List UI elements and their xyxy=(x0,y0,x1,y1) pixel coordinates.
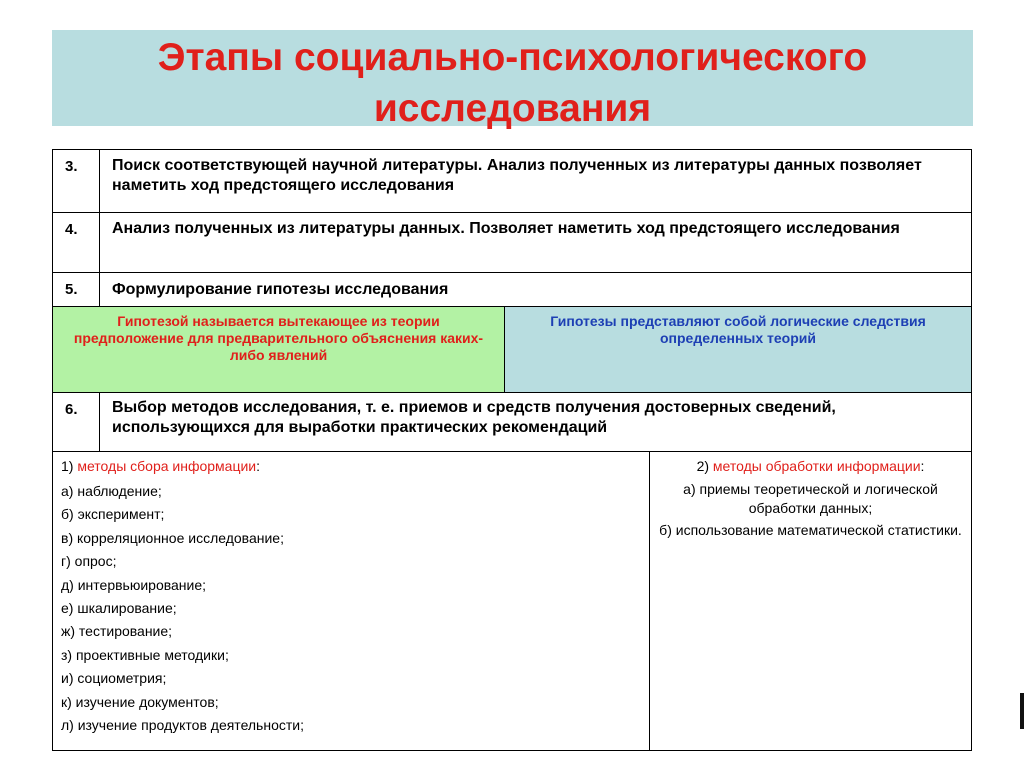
list-item: ж) тестирование; xyxy=(61,623,173,640)
hypothesis-definition: Гипотезой называется вытекающее из теории предположение для предварительного объяснения каких-либо явлений xyxy=(53,307,505,392)
slide-title-line-2: исследования xyxy=(373,87,652,130)
heading-suffix: : xyxy=(920,458,925,474)
list-item: д) интервьюирование; xyxy=(61,576,207,593)
stage-text: Выбор методов исследования, т. е. приемов и средств получения достоверных сведений, использующихся для выработки практических рекомендаций xyxy=(112,399,836,436)
stage-row-3 xyxy=(53,150,971,213)
collection-methods xyxy=(53,452,650,750)
stage-row-4 xyxy=(53,213,971,273)
slide-title-line-1: Этапы социально-психологического xyxy=(157,36,868,79)
stages-table xyxy=(52,149,972,751)
list-item: к) изучение документов; xyxy=(61,693,219,710)
stage-text: Формулирование гипотезы исследования xyxy=(112,281,449,298)
heading-label: методы обработки информации xyxy=(712,458,921,474)
list-item: г) опрос; xyxy=(61,553,117,570)
heading-label: методы сбора информации xyxy=(77,458,257,474)
processing-methods-heading xyxy=(658,457,963,476)
stage-number: 4. xyxy=(53,213,100,272)
heading-prefix: 1) xyxy=(61,458,78,474)
stage-row-6 xyxy=(53,393,971,452)
list-item: а) наблюдение; xyxy=(61,483,162,499)
list-item: и) социометрия; xyxy=(61,670,167,687)
methods-row xyxy=(53,452,971,750)
list-item: б) эксперимент; xyxy=(61,506,165,523)
list-item: л) изучение продуктов деятельности; xyxy=(61,717,304,734)
list-item: а) приемы теоретической и логической обработки данных; xyxy=(683,481,938,516)
stage-number: 3. xyxy=(53,150,100,212)
title-band xyxy=(52,30,973,130)
processing-methods xyxy=(650,452,971,750)
stage-text: Поиск соответствующей научной литературы. Анализ полученных из литературы данных позволяет наметить ход предстоящего исследования xyxy=(112,157,922,194)
heading-suffix: : xyxy=(256,458,261,474)
stage-number: 6. xyxy=(53,393,100,451)
stage-text: Анализ полученных из литературы данных. Позволяет наметить ход предстоящего исследования xyxy=(112,220,900,237)
hypothesis-consequences: Гипотезы представляют собой логические следствия определенных теорий xyxy=(505,307,971,392)
edge-marker xyxy=(1020,693,1024,729)
hypothesis-row xyxy=(53,307,971,393)
stage-row-5 xyxy=(53,273,971,307)
list-item: б) использование математической статистики. xyxy=(659,522,962,538)
collection-methods-heading xyxy=(61,457,649,476)
stage-number: 5. xyxy=(53,273,100,306)
list-item: в) корреляционное исследование; xyxy=(61,529,284,546)
list-item: е) шкалирование; xyxy=(61,600,177,617)
list-item: з) проективные методики; xyxy=(61,646,229,663)
heading-prefix: 2) xyxy=(696,458,713,474)
